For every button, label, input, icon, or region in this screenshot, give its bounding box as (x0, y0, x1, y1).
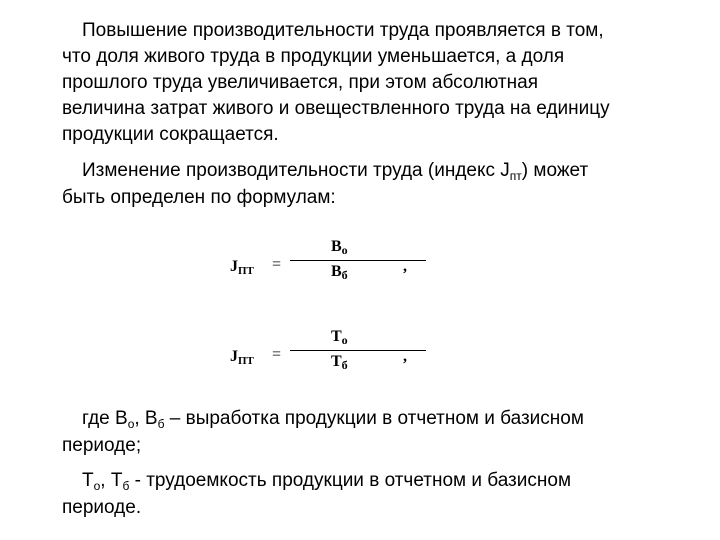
text-fragment: , В (134, 408, 158, 429)
text-line: быть определен по формулам: (62, 187, 336, 208)
text-line: периоде. (62, 497, 142, 518)
subscript: ПТ (238, 265, 254, 277)
formula-numerator (331, 328, 348, 346)
formula-denominator (331, 353, 348, 371)
formula-output-index (230, 238, 430, 298)
formula-symbol: Т (331, 328, 342, 345)
subscript: пт (509, 169, 522, 183)
paragraph-productivity-intro (62, 18, 692, 148)
text-line: Повышение производительности труда проявляется в том, (82, 20, 604, 41)
text-fragment: ) может (521, 160, 589, 181)
text-line (62, 158, 692, 185)
formula-symbol: Т (331, 353, 342, 370)
subscript: ПТ (238, 355, 254, 367)
formula-lhs (230, 258, 254, 276)
formula-numerator (331, 238, 348, 256)
subscript: о (341, 333, 348, 347)
text-line (62, 468, 692, 495)
paragraph-index-definition (62, 158, 692, 211)
text-line: величина затрат живого и овеществленного труда на единицу (62, 98, 610, 119)
text-line: продукции сокращается. (62, 124, 279, 145)
text-fragment: Изменение производительности труда (индекс J (82, 160, 510, 181)
formula-lhs (230, 348, 254, 366)
text-fragment: где В (82, 408, 128, 429)
text-fragment: Т (82, 470, 94, 491)
text-fragment: - трудоемкость продукции в отчетном и базисном (129, 470, 572, 491)
formula-denominator (331, 263, 348, 281)
text-line: прошлого труда увеличивается, при этом абсолютная (62, 72, 538, 93)
formula-symbol: J (230, 348, 238, 365)
subscript: о (93, 479, 101, 493)
formula-labor-intensity-index (230, 328, 430, 388)
equals-sign: = (272, 346, 282, 363)
subscript: б (341, 358, 348, 372)
subscript: б (341, 268, 348, 282)
formula-symbol: В (331, 263, 342, 280)
paragraph-labor-intensity-definition (62, 468, 692, 521)
text-fragment: , Т (100, 470, 123, 491)
text-line (62, 406, 692, 433)
text-fragment: – выработка продукции в отчетном и базисном (164, 408, 584, 429)
comma: , (403, 258, 407, 275)
text-line: что доля живого труда в продукции уменьшается, а доля (62, 46, 565, 67)
text-line: периоде; (62, 435, 142, 456)
subscript: б (157, 417, 165, 431)
equals-sign: = (272, 256, 282, 273)
subscript: б (122, 479, 130, 493)
formula-symbol: J (230, 258, 238, 275)
formula-symbol: В (331, 238, 342, 255)
subscript: о (341, 243, 348, 257)
subscript: о (127, 417, 135, 431)
comma: , (403, 348, 407, 365)
paragraph-output-definition (62, 406, 692, 459)
